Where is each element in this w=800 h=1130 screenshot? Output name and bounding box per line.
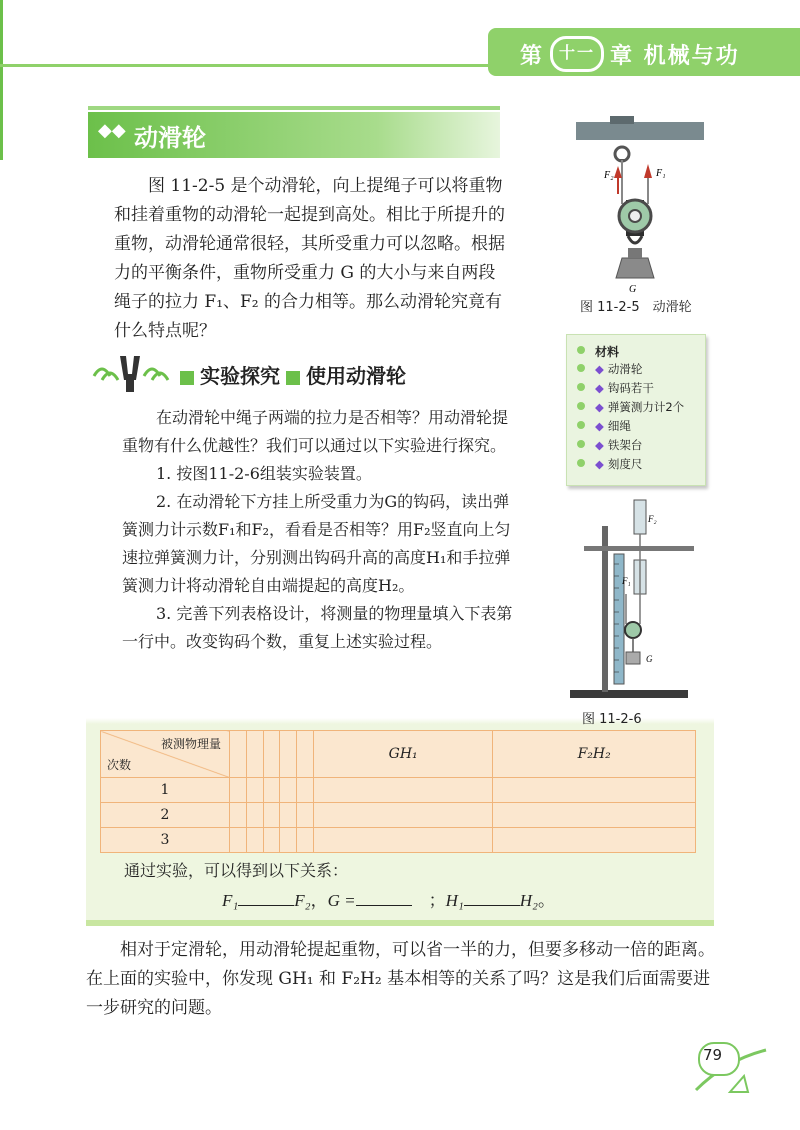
ceiling-beam bbox=[576, 122, 704, 140]
table-cell bbox=[280, 778, 297, 803]
tuning-fork-icon bbox=[120, 356, 140, 392]
table-cell bbox=[263, 828, 280, 853]
materials-note bbox=[566, 334, 706, 486]
material-item: ◆ 细绳 bbox=[595, 419, 631, 433]
var-h1: H₁ bbox=[445, 891, 464, 910]
material-item: ◆ 刻度尺 bbox=[595, 457, 643, 471]
table-cell bbox=[230, 828, 247, 853]
table-cell bbox=[297, 828, 314, 853]
material-item: ◆ 弹簧测力计2个 bbox=[595, 400, 685, 414]
row-index: 1 bbox=[101, 778, 230, 803]
table-cell bbox=[263, 778, 280, 803]
bullet-icon bbox=[577, 383, 585, 391]
row-index: 2 bbox=[101, 803, 230, 828]
table-row bbox=[101, 828, 696, 853]
stand-base bbox=[570, 690, 688, 698]
chapter-prefix: 第 bbox=[520, 43, 545, 69]
spring-scale-f2 bbox=[634, 500, 646, 534]
stand-arm bbox=[584, 546, 694, 551]
section-bar-top bbox=[88, 106, 500, 110]
header-cell bbox=[263, 731, 280, 778]
force-arrow-f2 bbox=[614, 166, 622, 178]
experiment-title bbox=[174, 360, 406, 389]
experiment-name: 使用动滑轮 bbox=[306, 364, 406, 388]
var-f1: F₁ bbox=[222, 891, 239, 910]
label-f1: F₁ bbox=[656, 168, 666, 179]
table-cell bbox=[246, 803, 263, 828]
hook-icon bbox=[615, 147, 629, 161]
header-cell-f2h2: F₂H₂ bbox=[493, 731, 696, 778]
left-accent-bar bbox=[0, 0, 3, 160]
ruler bbox=[614, 554, 624, 684]
page-number: 79 bbox=[703, 1046, 723, 1064]
weight bbox=[616, 258, 654, 278]
step-1: 1. 按图11-2-6组装实验装置。 bbox=[156, 464, 372, 483]
diag-top-label: 被测物理量 bbox=[160, 737, 221, 751]
material-item: ◆ 动滑轮 bbox=[595, 362, 643, 376]
table-cell bbox=[313, 803, 492, 828]
header-cell bbox=[246, 731, 263, 778]
chapter-heading bbox=[520, 36, 740, 72]
table-cell bbox=[313, 778, 492, 803]
label-f2: F₂ bbox=[648, 514, 657, 524]
pulley-wheel bbox=[625, 622, 641, 638]
weight bbox=[626, 652, 640, 664]
diamond-icon: ◆◆ bbox=[98, 120, 126, 141]
closing-paragraph: 相对于定滑轮，用动滑轮提起重物，可以省一半的力，但要多移动一倍的距离。在上面的实验中，你发现 GH₁ 和 F₂H₂ 基本相等的关系了吗？这是我们后面需要进一步研究的问题。 bbox=[86, 940, 715, 1018]
experiment-label: 实验探究 bbox=[200, 364, 280, 388]
table-cell bbox=[230, 778, 247, 803]
chapter-number: 十一 bbox=[550, 36, 604, 72]
relation-formula: F₁ F₂，G = ；H₁ H₂。 bbox=[222, 891, 555, 910]
table-cell bbox=[230, 803, 247, 828]
step-3: 3. 完善下列表格设计，将测量的物理量填入下表第一行中。改变钩码个数，重复上述实验过程。 bbox=[122, 604, 513, 651]
intro-paragraph: 图 11-2-5 是个动滑轮，向上提绳子可以将重物和挂着重物的动滑轮一起提到高处。相比于所提升的重物，动滑轮通常很轻，其所受重力可以忽略。根据力的平衡条件，重物所受重力 G 的大小与来自两段绳子的拉力 F₁、F₂ 的合力相等。那么动滑轮究竟有什么特点呢？ bbox=[114, 176, 505, 341]
bullet-icon bbox=[577, 346, 585, 354]
square-bullet-icon bbox=[286, 371, 300, 385]
answer-blank[interactable] bbox=[464, 891, 520, 906]
materials-title: 材料 bbox=[595, 345, 620, 359]
table-cell bbox=[493, 803, 696, 828]
table-cell bbox=[313, 828, 492, 853]
answer-blank[interactable] bbox=[238, 891, 294, 906]
label-g: G bbox=[629, 284, 637, 294]
table-cell bbox=[280, 803, 297, 828]
table-cell bbox=[493, 828, 696, 853]
table-cell bbox=[263, 803, 280, 828]
table-header-row bbox=[101, 731, 696, 778]
table-cell bbox=[246, 778, 263, 803]
section-title: 动滑轮 bbox=[134, 124, 206, 152]
figure-experiment-setup bbox=[562, 494, 722, 704]
table-row bbox=[101, 778, 696, 803]
experiment-procedure bbox=[122, 404, 522, 656]
square-bullet-icon bbox=[180, 371, 194, 385]
bullet-icon bbox=[577, 421, 585, 429]
row-index: 3 bbox=[101, 828, 230, 853]
table-cell bbox=[297, 778, 314, 803]
figure1-caption: 图 11-2-5 动滑轮 bbox=[580, 300, 692, 315]
var-f2: F₂ bbox=[294, 891, 311, 910]
figure-movable-pulley bbox=[566, 108, 716, 294]
table-cell bbox=[246, 828, 263, 853]
material-item: ◆ 铁架台 bbox=[595, 438, 643, 452]
measurement-table bbox=[100, 730, 696, 853]
relation-intro: 通过实验，可以得到以下关系： bbox=[124, 861, 349, 880]
diagonal-header-cell bbox=[101, 731, 230, 778]
diag-bottom-label: 次数 bbox=[107, 758, 132, 772]
table-cell bbox=[297, 803, 314, 828]
figure2-caption: 图 11-2-6 bbox=[582, 712, 642, 727]
experiment-intro: 在动滑轮中绳子两端的拉力是否相等？用动滑轮提重物有什么优越性？我们可以通过以下实验进行探究。 bbox=[122, 408, 509, 455]
bullet-icon bbox=[577, 402, 585, 410]
step-2: 2. 在动滑轮下方挂上所受重力为G的钩码，读出弹簧测力计示数F₁和F₂，看看是否相等？用F₂竖直向上匀速拉弹簧测力计，分别测出钩码升高的高度H₁和手拉弹簧测力计将动滑轮自由端提起的高度H₂。 bbox=[122, 492, 511, 595]
label-f2: F₂ bbox=[604, 170, 614, 181]
var-g: G = bbox=[327, 891, 356, 910]
header-cell bbox=[297, 731, 314, 778]
force-arrow-f1 bbox=[644, 164, 652, 178]
table-row bbox=[101, 803, 696, 828]
table-cell bbox=[493, 778, 696, 803]
header-cell-gh1: GH₁ bbox=[313, 731, 492, 778]
bullet-icon bbox=[577, 459, 585, 467]
var-h2: H₂ bbox=[519, 891, 538, 910]
header-cell bbox=[280, 731, 297, 778]
table-cell bbox=[280, 828, 297, 853]
answer-blank[interactable] bbox=[356, 891, 412, 906]
label-g: G bbox=[646, 654, 653, 664]
label-f1: F₁ bbox=[622, 576, 631, 586]
header-cell bbox=[230, 731, 247, 778]
chapter-suffix: 章 机械与功 bbox=[610, 43, 740, 69]
material-item: ◆ 钩码若干 bbox=[595, 381, 654, 395]
bullet-icon bbox=[577, 440, 585, 448]
bullet-icon bbox=[577, 364, 585, 372]
